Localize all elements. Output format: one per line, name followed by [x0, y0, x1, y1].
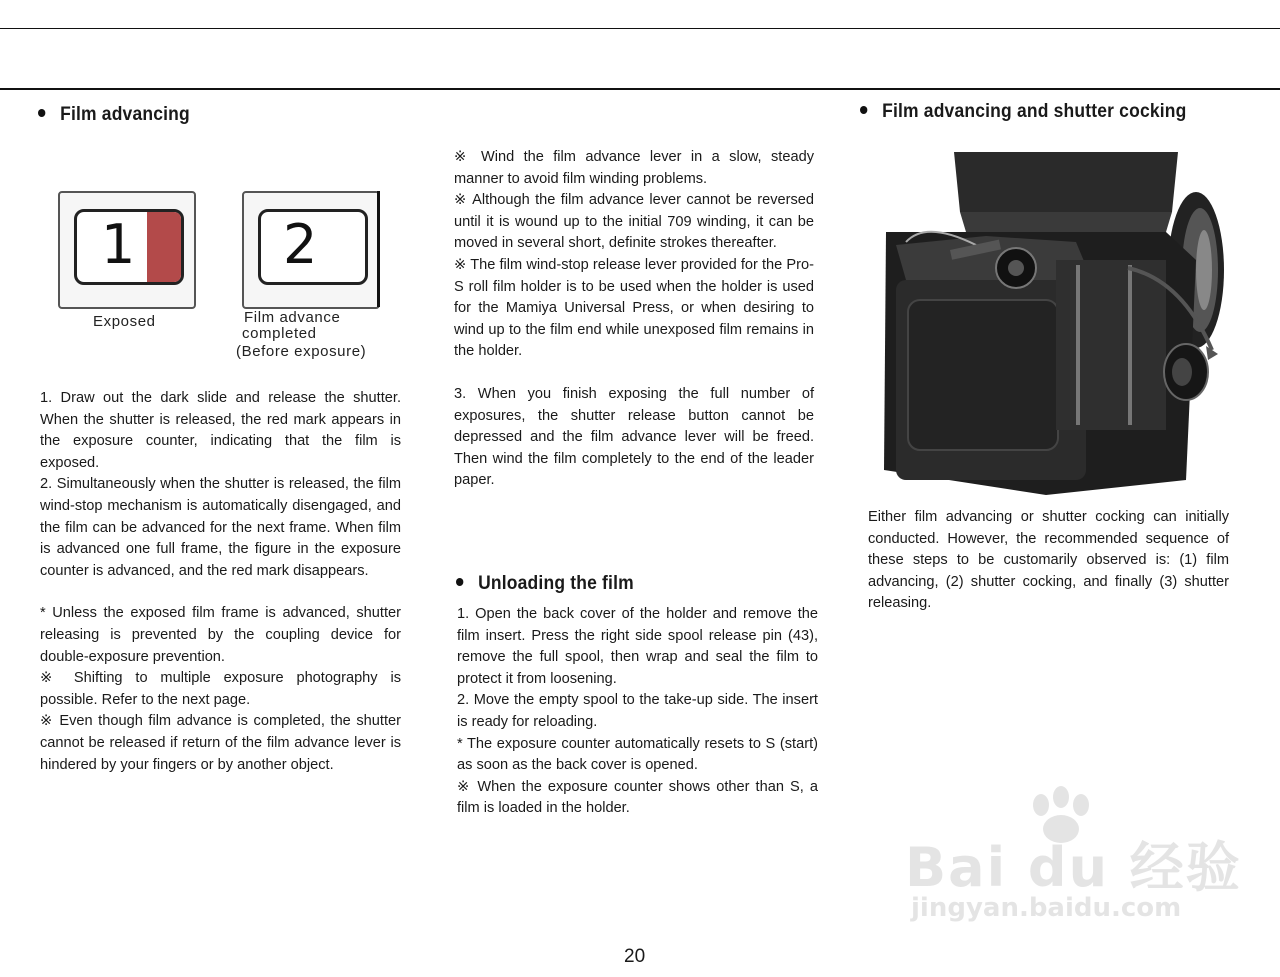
header-rule	[0, 88, 1280, 90]
unload-note-film-loaded: ※ When the exposure counter shows other than S, a film is loaded in the holder.	[457, 778, 818, 817]
note-double-exposure: * Unless the exposed film frame is advanced, shutter releasing is prevented by the coupling device for double-exposure prevention.	[40, 605, 401, 665]
bullet-icon	[38, 109, 45, 117]
counter-window	[74, 209, 184, 285]
right-body-text: Either film advancing or shutter cocking can initially conducted. However, the recommended sequence of these steps to be customarily observed is: (1) film advancing, (2) shutter cocking, and finally (3) shutter releasing.	[868, 509, 1229, 612]
divider-line	[377, 191, 380, 307]
caption-exposed: Exposed	[93, 313, 156, 330]
step-1-text: 1. Draw out the dark slide and release the shutter. When the shutter is released, the red mark appears in the exposure counter, indicating that the film is exposed.	[40, 390, 401, 471]
step-2-text: 2. Simultaneously when the shutter is released, the film wind-stop mechanism is automatically disengaged, and the film can be advanced for the next frame. When film is advanced one full frame, the figure in the exposure counter is advanced, and the red mark disappears.	[40, 476, 401, 579]
top-rule	[0, 28, 1280, 29]
note-lever-reverse: ※ Although the film advance lever cannot be reversed until it is wound up to the initial 709 winding, it can be moved in several short, definite strokes thereafter.	[454, 192, 814, 252]
page-number: 20	[624, 946, 646, 967]
caption-film-advance: Film advance	[244, 309, 341, 326]
step-3-text: 3. When you finish exposing the full number of exposures, the shutter release button cannot be depressed and the film advance lever will be freed. Then wind the film completely to the end of the leader paper.	[454, 385, 814, 489]
watermark-logo: Bai du 经验	[905, 836, 1242, 899]
counter-digit: 2	[283, 213, 318, 276]
red-exposed-mark	[147, 212, 181, 282]
counter-digit: 1	[101, 213, 136, 276]
caption-before-exposure: (Before exposure)	[236, 343, 367, 360]
unload-step-1: 1. Open the back cover of the holder and remove the film insert. Press the right side spool release pin (43), remove the full spool, then wrap and seal the film to protect it from loosening.	[457, 606, 818, 687]
unloading-text	[457, 604, 818, 820]
bullet-icon	[456, 578, 463, 586]
heading-unloading: Unloading the film	[456, 573, 634, 595]
caption-completed: completed	[242, 325, 317, 342]
middle-notes	[454, 147, 814, 492]
unload-step-2: 2. Move the empty spool to the take-up side. The insert is ready for reloading.	[457, 692, 818, 730]
camera-photo	[866, 150, 1226, 498]
watermark-url: jingyan.baidu.com	[911, 893, 1182, 923]
note-wind-slowly: ※ Wind the film advance lever in a slow, steady manner to avoid film winding problems.	[454, 149, 814, 187]
exposure-counter-advanced	[242, 191, 380, 309]
counter-window	[258, 209, 368, 285]
heading-advancing-cocking: Film advancing and shutter cocking	[860, 101, 1187, 123]
left-body-text	[40, 388, 401, 776]
note-multiple-exposure: ※ Shifting to multiple exposure photography is possible. Refer to the next page.	[40, 670, 401, 708]
note-wind-stop-release: ※ The film wind-stop release lever provided for the Pro-S roll film holder is to be used when the holder is used for the Mamiya Universal Press, or when desiring to wind up to the film end while unexposed film remains in the holder.	[454, 256, 814, 360]
unload-note-counter-reset: * The exposure counter automatically resets to S (start) as soon as the back cover is opened.	[457, 735, 818, 774]
note-shutter-release: ※ Even though film advance is completed, the shutter cannot be released if return of the film advance lever is hindered by your fingers or by another object.	[40, 713, 401, 773]
bullet-icon	[860, 106, 867, 114]
baidu-watermark	[905, 785, 1242, 935]
exposure-counter-exposed	[58, 191, 196, 309]
heading-film-advancing: Film advancing	[38, 104, 190, 126]
